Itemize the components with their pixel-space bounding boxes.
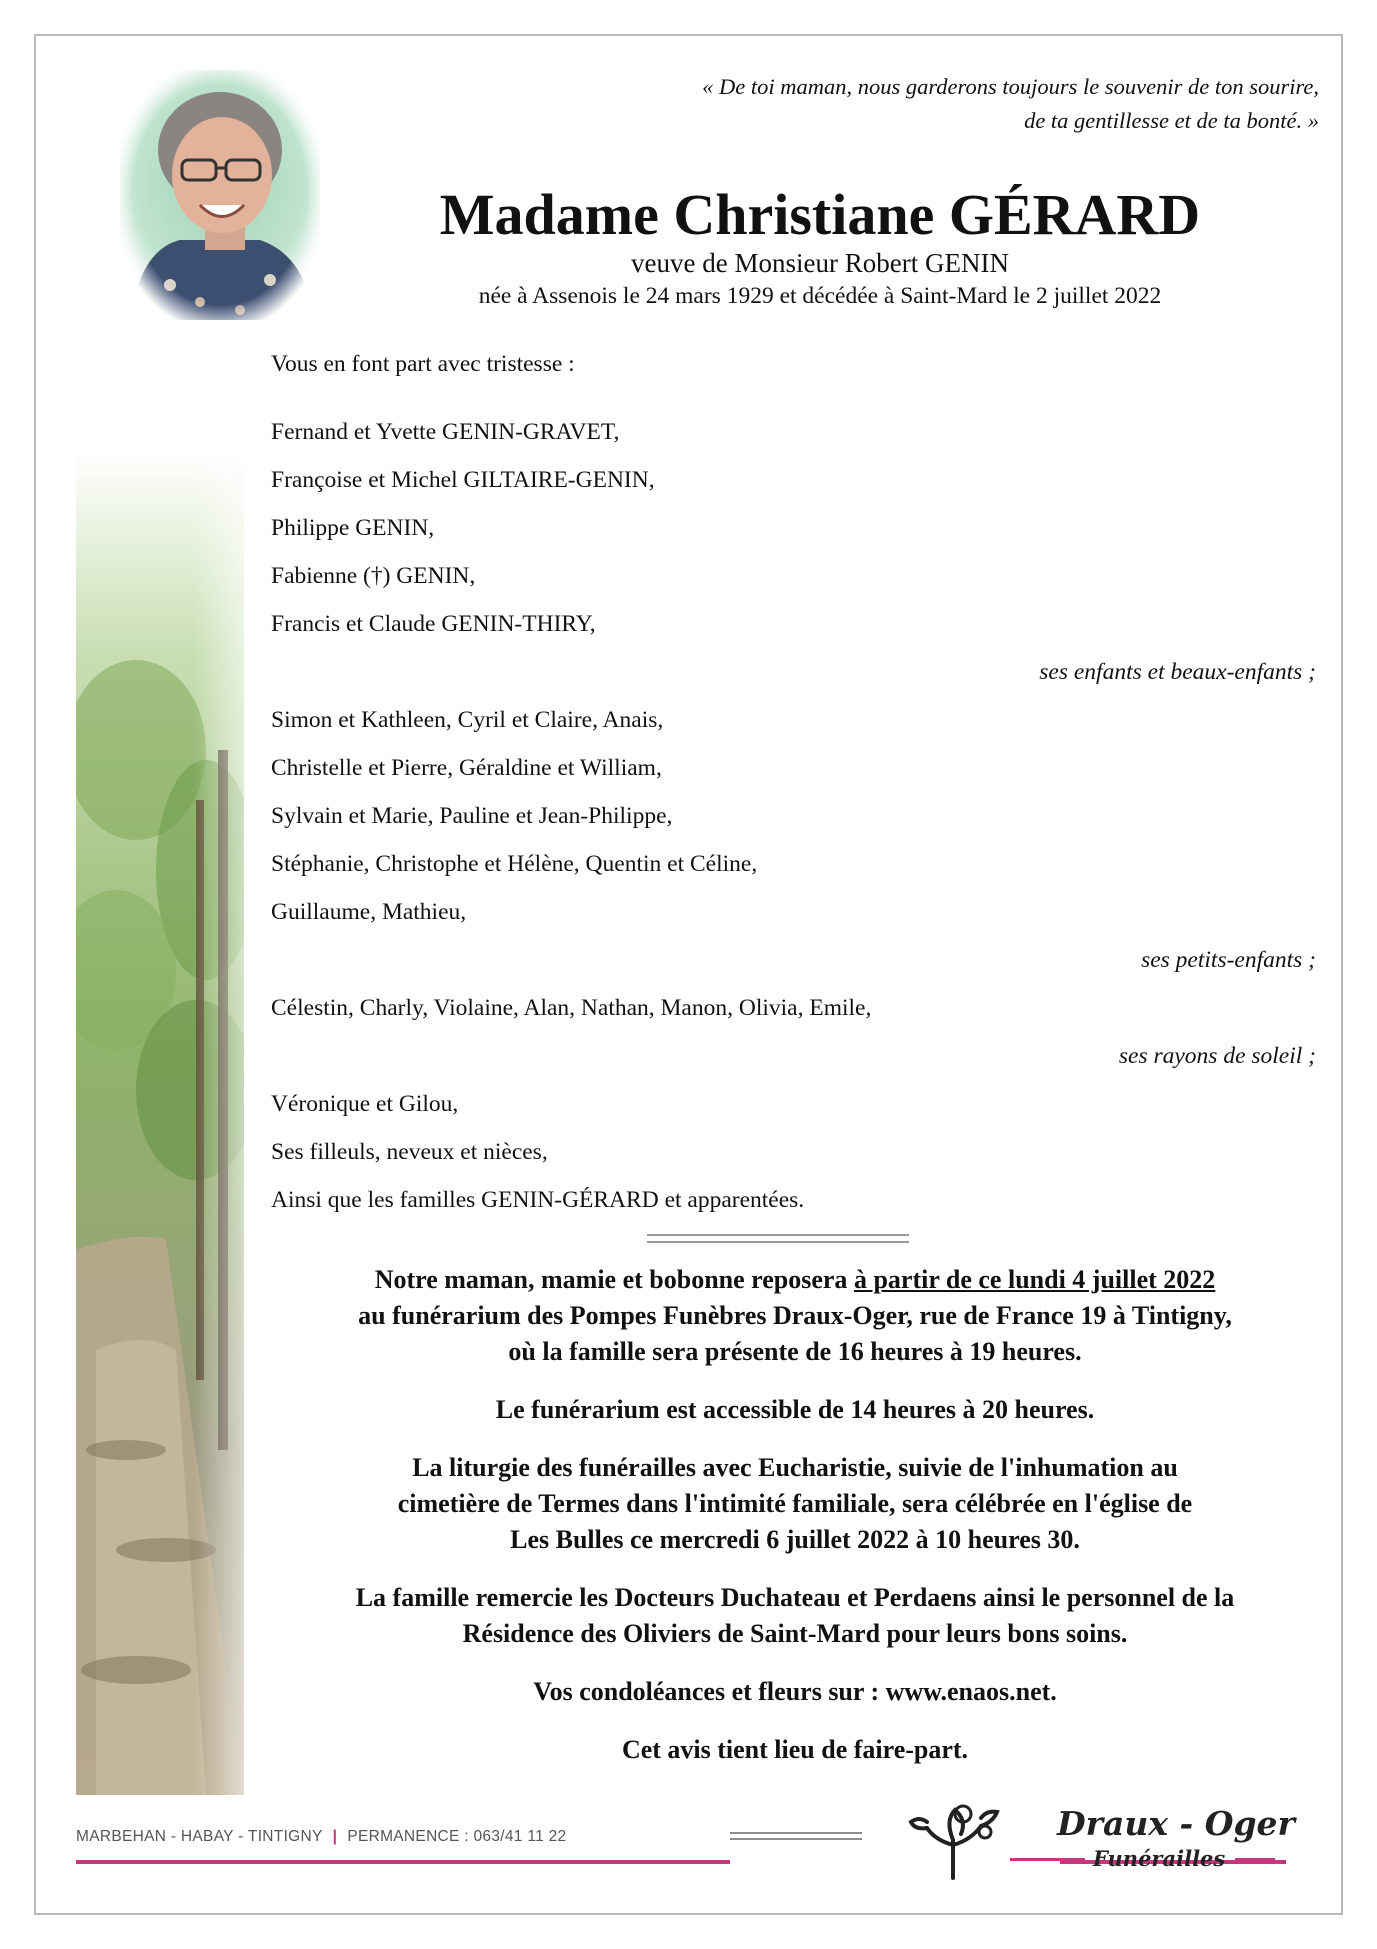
access-paragraph: Le funérarium est accessible de 14 heures à 20 heures. <box>495 1395 1095 1424</box>
thanks-line-2: Résidence des Oliviers de Saint-Mard pour leurs bons soins. <box>462 1619 1128 1648</box>
portrait-photo <box>120 70 320 320</box>
family-member-line: Véronique et Gilou, <box>271 1091 459 1117</box>
logo-subtitle: Funérailles <box>1093 1846 1226 1871</box>
family-member-line: Philippe GENIN, <box>271 515 435 541</box>
logo-accent-line-right <box>1235 1858 1275 1861</box>
footer-divider <box>730 1832 862 1840</box>
footer-contact <box>76 1828 566 1846</box>
quote-line-2: de ta gentillesse et de ta bonté. » <box>1024 108 1319 133</box>
family-member-line: Simon et Kathleen, Cyril et Claire, Anais, <box>271 707 664 733</box>
rest-line-3: où la famille sera présente de 16 heures à 19 heures. <box>508 1337 1082 1366</box>
family-member-line: Françoise et Michel GILTAIRE-GENIN, <box>271 467 655 493</box>
quote-line-1: « De toi maman, nous garderons toujours le souvenir de ton sourire, <box>702 74 1319 99</box>
tree-logo-icon <box>905 1800 1005 1880</box>
family-member-line: Ses filleuls, neveux et nièces, <box>271 1139 548 1165</box>
logo-accent-line <box>1010 1858 1085 1861</box>
footer-separator: | <box>332 1828 338 1845</box>
liturgy-line-2: cimetière de Termes dans l'intimité familiale, sera célébrée en l'église de <box>397 1489 1193 1518</box>
logo-name: Draux - Oger <box>1057 1804 1295 1843</box>
liturgy-paragraph <box>260 1450 1330 1558</box>
birth-death-info: née à Assenois le 24 mars 1929 et décédée à Saint-Mard le 2 juillet 2022 <box>478 283 1162 309</box>
widow-of: veuve de Monsieur Robert GENIN <box>631 248 1009 278</box>
family-member-line: Ainsi que les familles GENIN-GÉRARD et apparentées. <box>271 1187 805 1213</box>
funeral-home-logo <box>905 1800 1295 1880</box>
rest-date: à partir de ce lundi 4 juillet 2022 <box>853 1265 1216 1294</box>
condolences-paragraph: Vos condoléances et fleurs sur : www.enaos.net. <box>533 1677 1057 1706</box>
relation-label: ses enfants et beaux-enfants ; <box>1039 659 1316 685</box>
rest-pre: Notre maman, mamie et bobonne reposera <box>374 1265 854 1294</box>
forest-path-image <box>76 450 244 1795</box>
relation-label: ses petits-enfants ; <box>1141 947 1316 973</box>
relation-label: ses rayons de soleil ; <box>1118 1043 1316 1069</box>
funeral-info <box>260 1262 1330 1790</box>
rest-paragraph <box>260 1262 1330 1370</box>
memorial-quote <box>419 70 1319 138</box>
liturgy-line-1: La liturgie des funérailles avec Eucharistie, suivie de l'inhumation au <box>412 1453 1178 1482</box>
family-list <box>271 412 1316 1228</box>
section-divider <box>647 1234 909 1243</box>
family-member-line: Sylvain et Marie, Pauline et Jean-Philippe, <box>271 803 673 829</box>
deceased-name: Madame Christiane GÉRARD <box>439 182 1201 247</box>
family-member-line: Célestin, Charly, Violaine, Alan, Nathan, Manon, Olivia, Emile, <box>271 995 872 1021</box>
thanks-paragraph <box>260 1580 1330 1652</box>
intro-text: Vous en font part avec tristesse : <box>271 351 575 377</box>
family-member-line: Fabienne (†) GENIN, <box>271 563 476 589</box>
thanks-line-1: La famille remercie les Docteurs Duchateau et Perdaens ainsi le personnel de la <box>355 1583 1235 1612</box>
footer-locations: MARBEHAN - HABAY - TINTIGNY <box>76 1828 323 1845</box>
family-member-line: Stéphanie, Christophe et Hélène, Quentin et Céline, <box>271 851 758 877</box>
notice-paragraph: Cet avis tient lieu de faire-part. <box>621 1735 969 1764</box>
family-member-line: Francis et Claude GENIN-THIRY, <box>271 611 596 637</box>
family-member-line: Guillaume, Mathieu, <box>271 899 467 925</box>
rest-line-1 <box>260 1262 1330 1298</box>
footer-permanence: PERMANENCE : 063/41 11 22 <box>347 1828 567 1845</box>
family-member-line: Christelle et Pierre, Géraldine et William, <box>271 755 662 781</box>
liturgy-line-3: Les Bulles ce mercredi 6 juillet 2022 à 10 heures 30. <box>510 1525 1080 1554</box>
family-member-line: Fernand et Yvette GENIN-GRAVET, <box>271 419 620 445</box>
rest-line-2: au funérarium des Pompes Funèbres Draux-Oger, rue de France 19 à Tintigny, <box>358 1301 1232 1330</box>
